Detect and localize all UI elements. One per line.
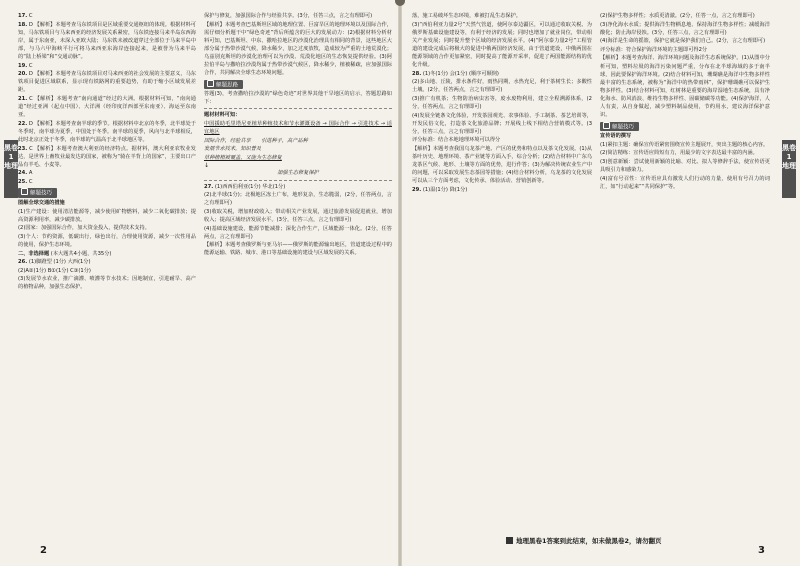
tab-label-top: 黑卷 [4,144,18,152]
item-text: (2)北半球(1分)；北极地区冻土广布，地形复杂，生态脆弱，(2分，任答两点，言之有理即可) [204,192,392,207]
tip-title: 宣传语的撰写 [600,133,632,140]
tab-label-mid: 1 [786,153,792,161]
item-text: (3)“西伯利亚力量2号”天然气管道，使阿尔泰边疆区，可以通过收取关税、为俄罗斯基础设施建设等，有利于经济的发展；同时也增加了就业岗位，带动相关产业发展；同时提升整个区域的经济发展水平。(4)“阿尔泰力量2号”工程管道的建设完成后将极大的促进中俄两国经济发展，由于管道建设，中俄两国在能源领域的合作更加紧密，同时提高了能源开采率，促进了两国能源结构的优化升级。 [412,21,592,69]
tip-question: 答题(3)，考查撒哈拉沙漠的“绿色奇迹”对世界其他干旱地区的启示，答题思路如下： [204,91,392,106]
answer-item [412,112,592,136]
item-text: C 【解析】本题考查“南向通道”经过的大洲。根据材料可知，“南向通道”经过亚洲（起点中国）、大洋洲（经印度洋西部至东南亚）、海运至东南亚。 [18,95,196,119]
item-text: D 【解析】本题考查马东铁项目对马来西亚的社会发展的主要意义，马东铁项目促进区域联系，显示现有铁路网的重要趋势，有助于缩小区域发展差距。 [18,71,196,94]
item-number: 25. [18,178,28,185]
item-text: C [28,13,33,19]
answer-item [204,225,392,241]
handwritten-note: 国际合作，经验共享 引进种子，高产品种 [204,137,308,144]
lightbulb-icon [603,122,610,129]
item-text: (3)净化海水水质；提供海洋生物栖息地、保持海洋生物多样性；减缓海洋酸化；防止海岸侵蚀。(3分，任答三点，言之有理即可) [600,21,770,36]
left-page-column-2 [204,12,392,512]
answer-item [600,21,770,37]
item-text: (2)A②(1分) B①(1分) C③(1分) [18,267,91,274]
reasoning-diagram [204,108,392,180]
answer-item [18,12,196,20]
answer-text: 保护与修复，加强国际合作与经验共享。(3分，任答三点，言之有理即可) [204,13,373,19]
item-text: 评分标准：结合本地地理环境可以得分 [412,137,501,144]
item-text: (4)发展全链条文化体验，开发茶园观光、农事体验、手工制茶、茶艺培训等，开发民俗文化，打造茶文化旅游品牌；开展线上线下相结合营销模式等。(3分，任答三点，言之有理即可) [412,112,592,135]
item-text: C [28,178,33,185]
left-page-column-1 [18,12,196,512]
item-number: 26. [18,259,28,266]
item-number: 21. [18,95,28,102]
answer-item [18,178,196,186]
diagram-label: 题材材料可知： [204,112,241,119]
item-number: 28. [412,70,422,77]
subject-side-tab [782,140,796,198]
item-number: 20. [18,71,28,78]
book-spine [398,0,402,566]
answer-item [600,12,770,20]
item-text: (1)脚蹬型 (1分) 大西(1分) [28,259,91,266]
item-text: (3)收取关税，增加财政收入；带动相关产业发展，通过旅游发展促进就业，增加收入；提高区域经济发展水平。(3分，任答三点，言之有理即可) [204,208,392,223]
tip-banner: 解题技巧 [600,122,639,132]
handwritten-note: 发展节水技术，知识普及 [204,146,262,153]
item-text: 落，施工易破坏生态环境，难被打乱生态保护。 [412,13,521,19]
item-text: (本大题共4小题，共35分) [50,250,112,257]
item-text: (2)保护生物多样性；水质更清澈。(2分，任答一点，言之有理即可) [600,13,755,19]
answer-item [412,95,592,111]
answer-item: (2)国家：加强国际合作，加大资金投入，提供技术支持。 [18,225,150,232]
answer-item [18,258,196,266]
answer-item [18,21,196,61]
item-text: D 【解析】本题考查马东铁项目是区域重要交通枢纽的体现。根据材料可知，马东铁项目与马来西亚的经济发展关系紧密，马东铁连接马来半岛东西海岸，属于东南亚，未深入亚欧大陆；马东铁未被改道穿过全部位于马来半岛中部，与马六甲海峡平行可将马来西亚东海岸连接起来，是被誉为马来半岛的“陆上桥梁”和“交通动脉”。 [18,21,196,60]
answer-item [412,78,592,94]
item-text: D 【解析】本题考查南半球的季节。根据材料中北京的冬季，北半球处于冬季时，南半球为夏季，中国处于冬季。南半球的夏季，风向与北半球相反，此时北京正处于冬季，南半球的气温高于北半球地区等。 [18,120,196,143]
lightbulb-icon [21,188,28,195]
answer-item [412,21,592,70]
answer-item [18,275,196,291]
analysis-text: 【解析】本题考查我国乌龙茶产地、产区的优势和特点以及茶文化发展。(1)从茶叶历史、地理环境、茶产业链等方面入手，综合分析；(2)结合材料中广东乌龙茶区气候、地形、土壤等方面的优势，进行作答；(3)为解决传统农业生产中的问题，可以采取发展生态茶园等措施；(4)结合材料分析，乌龙茶的文化发展可以从三个方面考虑，文化传承、体验活动、营销创新等。 [412,146,592,185]
item-text: (1)温(1分) 降(1分) [422,186,468,193]
answer-item: (2)简洁精练：宣传语应简短有力，用最少的文字表达最丰富的内涵。 [600,150,758,157]
answer-item [204,191,392,207]
answer-item [412,136,592,144]
item-number: 27. [204,183,214,190]
item-number: 19. [18,62,28,69]
item-number: 22. [18,120,28,127]
end-of-answers-note: 地理黑卷1答案到此结束，如未做黑卷2，请勿翻页 [506,536,662,545]
answer-item [600,46,770,54]
binding-mark [395,0,405,6]
page-number-right: 3 [758,545,765,556]
item-text: 【解析】本题考查俄罗斯与亚马尔——俄罗斯的能源输出地区，管道建设过程中的能源运输、铁路、城市、港口等基础设施的建设与区域发展的关系。 [204,242,392,257]
handwritten-note: 草种植植被覆盖，又能为生态修复 [204,154,282,161]
answer-item [18,169,196,177]
answer-item [600,54,770,119]
item-text: (3)推广有机茶；生物防治病虫害等，废水废物利用，建立全程溯源体系，(2分，任答两点，言之有理即可) [412,95,592,111]
answer-item [18,70,196,94]
item-text: (1)冬(1分) 会(1分) (顺序可颠倒) [422,70,499,77]
item-text: 【解析】本题考查海洋、海洋环境问题及海洋生态系统保护。(1)从图中分析可知，塑料垃圾的海洋污染问题严重，分布在北半球海域的多于南半球，因此要保护海洋环境。(2)结合材料可知，珊瑚礁是海洋中生物多样性最丰富的生态系统，被称为“海洋中的热带雨林”，保护珊瑚礁可以保护生物多样性。(3)结合材料可知，红树林是重要的海岸湿地生态系统，具有净化海水、防风消浪、维持生物多样性、固碳储碳等功能。(4)保护海洋，人人有责，从自身做起，减少塑料制品使用，节约用水，建议海洋保护意识。 [600,55,770,119]
item-text: C [28,62,33,69]
tip-banner: 解题思路 [204,80,243,90]
answer-item: (3)个人：节约资源，低碳出行，绿色出行，合理使用资源，减少一次性用品的使用，保护生态环境。 [18,233,196,248]
answer-item: (3)创意新颖：尝试使用新颖的比喻、对比、拟人等修辞手法，使宣传语更具吸引力和感染力。 [600,159,770,174]
tip-banner: 解题技巧 [18,188,57,198]
answer-item [204,183,392,191]
item-text: (3)发展节水农业，推广滴灌、喷灌等节水技术；因地制宜，引进耐旱、高产的植物品种，加强生态保护。 [18,276,196,291]
answer-item [412,12,592,20]
answer-item: (4)富有号召性：宣传语应具有激发人们行动的力量，使用有号召力的词汇，如“行动起来”“共同保护”等。 [600,175,770,190]
right-page-column-2 [600,12,770,512]
answer-item: (1)生产建设：使用清洁能源等，减少使用矿物燃料，减少二氧化碳排放；提高资源利用率，减少碳排放。 [18,208,196,223]
answer-item: (1)紧扣主题：确保宣传语紧密围绕宣传主题展开，突出主题的核心内容。 [600,141,769,148]
item-text: 评分标准：符合保护海洋环境的主题即可得2分 [600,46,708,53]
tab-label-bottom: 地理 [4,162,18,170]
lightbulb-icon [207,80,214,87]
answer-item [18,120,196,144]
answer-item [204,208,392,224]
right-page-column-1 [412,12,592,512]
answer-item [600,37,770,45]
analysis-text: 【解析】本题考查巴基斯坦区域的地理位置、巨富旱区的地理环境以及国际合作，需仔细分析题干中“绿色奇迹”背后所蕴含的巨大的发展动力：(2)根据材料分析材料可知，巴基斯坦、中东、撒哈拉地区的沙漠化治理具有相同的背景，这些地区大部分属于热带沙漠气候，降水稀少，加之过度放牧，造成较为严重的土地荒漠化；乌兹别克斯坦的沙漠化治理可以为沙漠、荒漠化地区的生态恢复提供经验。(3)阿拉伯半岛与撒哈拉沙漠均属于热带沙漠气候区，降水稀少，植被稀疏，应加强国际合作，共同解决全球生态环境问题。 [204,21,392,77]
answer-item [412,186,592,194]
tab-label-bottom: 地理 [782,162,796,170]
item-text: (4)基础设施建设，能源节能减排；深化合作生产，区域能源一体化。(2分，任答两点，言之有理即可) [204,225,392,240]
item-text: C 【解析】本题考查澳大利亚的经济特点。据材料，澳大利亚农牧业发达，是世界上畜牧业最发达的国家，被称为“骑在羊背上的国家”，主要出口产品有羊毛、小麦等。 [18,145,196,168]
diagram-chain: 中国援助毛里塔尼亚植草种植技术和节水灌溉设备 → 国际合作 → 引进技术 → 适宜地区 [204,121,392,136]
answer-item [204,241,392,257]
item-text: (2)多山地、丘陵，排水条件好，雨热同期，水热充足，利于茶树生长；多酸性土壤。(2分，任答两点，言之有理即可) [412,79,592,94]
item-number: 17. [18,13,28,19]
tab-label-top: 黑卷 [782,144,796,152]
item-text: (1)西西伯利亚(1分) 华北(1分) [214,183,286,190]
item-number: 29. [412,186,422,193]
handwritten-note: 加强生态修复保护 [277,170,319,176]
answer-item [18,62,196,70]
item-text: A [28,170,33,177]
answer-item [18,145,196,169]
item-number: 23. [18,145,28,152]
answer-item [18,267,196,275]
item-text: (4)海洋是生命的摇篮，保护它就是保护我们自己。(2分，言之有理即可) [600,38,766,45]
page-number-left: 2 [40,545,47,556]
answer-item [18,95,196,119]
item-number: 18. [18,21,28,28]
down-arrow-icon: ↓ [204,161,210,169]
answer-item [412,70,592,78]
item-number: 二、非选择题 [18,250,50,257]
subject-side-tab [4,140,18,198]
answer-item [18,250,196,258]
tab-label-mid: 1 [8,153,14,161]
tip-title: 图解全球交通的措施 [18,199,65,206]
item-number: 24. [18,170,28,177]
book-icon [506,537,513,544]
